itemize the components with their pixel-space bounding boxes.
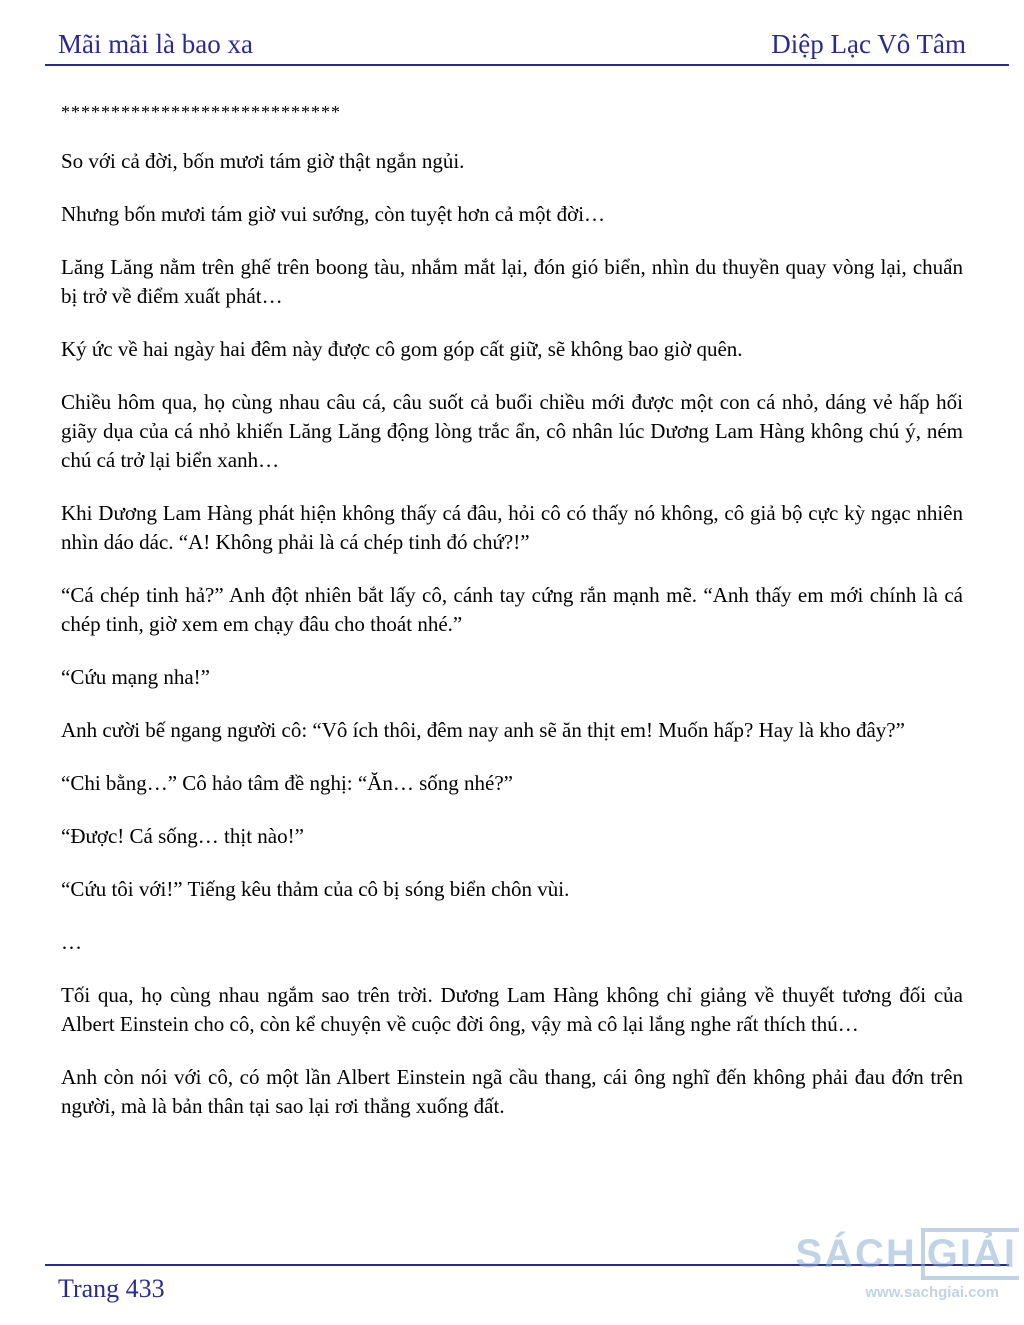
header-divider	[45, 64, 1009, 66]
paragraph: “Cứu mạng nha!”	[61, 665, 210, 689]
page-number: Trang 433	[58, 1274, 165, 1303]
watermark-logo-right: GIẢI	[921, 1228, 1019, 1280]
page-header	[58, 24, 966, 60]
paragraph: Khi Dương Lam Hàng phát hiện không thấy cá đâu, hỏi cô có thấy nó không, cô giả bộ cực kỳ ngạc nhiên nhìn dáo dác. “A! Không phải là cá chép tinh đó chứ?!”	[61, 501, 963, 554]
paragraph: …	[61, 930, 82, 954]
paragraph: Lăng Lăng nằm trên ghế trên boong tàu, nhắm mắt lại, đón gió biển, nhìn du thuyền quay vòng lại, chuẩn bị trở về điểm xuất phát…	[61, 255, 963, 308]
paragraph: Chiều hôm qua, họ cùng nhau câu cá, câu suốt cả buổi chiều mới được một con cá nhỏ, dáng vẻ hấp hối giãy dụa của cá nhỏ khiến Lăng Lăng động lòng trắc ẩn, cô nhân lúc Dương Lam Hàng không chú ý, ném chú cá trở lại biển xanh…	[61, 390, 963, 472]
paragraph: “Chi bằng…” Cô hảo tâm đề nghị: “Ăn… sống nhé?”	[61, 771, 513, 795]
paragraph: “Được! Cá sống… thịt nào!”	[61, 824, 304, 848]
paragraph: Anh cười bế ngang người cô: “Vô ích thôi, đêm nay anh sẽ ăn thịt em! Muốn hấp? Hay là kho đây?”	[61, 718, 905, 742]
book-author: Diệp Lạc Vô Tâm	[771, 29, 966, 59]
book-title: Mãi mãi là bao xa	[58, 29, 253, 59]
watermark-logo	[795, 1228, 1019, 1280]
paragraph: Ký ức về hai ngày hai đêm này được cô gom góp cất giữ, sẽ không bao giờ quên.	[61, 337, 743, 361]
paragraph: Nhưng bốn mươi tám giờ vui sướng, còn tuyệt hơn cả một đời…	[61, 202, 606, 226]
paragraph: So với cả đời, bốn mươi tám giờ thật ngắn ngủi.	[61, 149, 465, 173]
paragraph: “Cứu tôi với!” Tiếng kêu thảm của cô bị sóng biển chôn vùi.	[61, 877, 570, 901]
paragraph: “Cá chép tinh hả?” Anh đột nhiên bắt lấy cô, cánh tay cứng rắn mạnh mẽ. “Anh thấy em mới chính là cá chép tinh, giờ xem em chạy đâu cho thoát nhé.”	[61, 583, 963, 636]
paragraph: Tối qua, họ cùng nhau ngắm sao trên trời. Dương Lam Hàng không chỉ giảng về thuyết tương đối của Albert Einstein cho cô, còn kể chuyện về cuộc đời ông, vậy mà cô lại lắng nghe rất thích thú…	[61, 983, 963, 1036]
watermark-logo-left: SÁCH	[795, 1231, 917, 1276]
paragraph: Anh còn nói với cô, có một lần Albert Einstein ngã cầu thang, cái ông nghĩ đến không phải đau đớn trên người, mà là bản thân tại sao lại rơi thẳng xuống đất.	[61, 1065, 963, 1118]
section-separator: ****************************	[61, 102, 341, 122]
watermark-url: www.sachgiai.com	[865, 1284, 999, 1301]
watermark	[795, 1228, 1019, 1318]
page-content	[61, 98, 963, 1145]
